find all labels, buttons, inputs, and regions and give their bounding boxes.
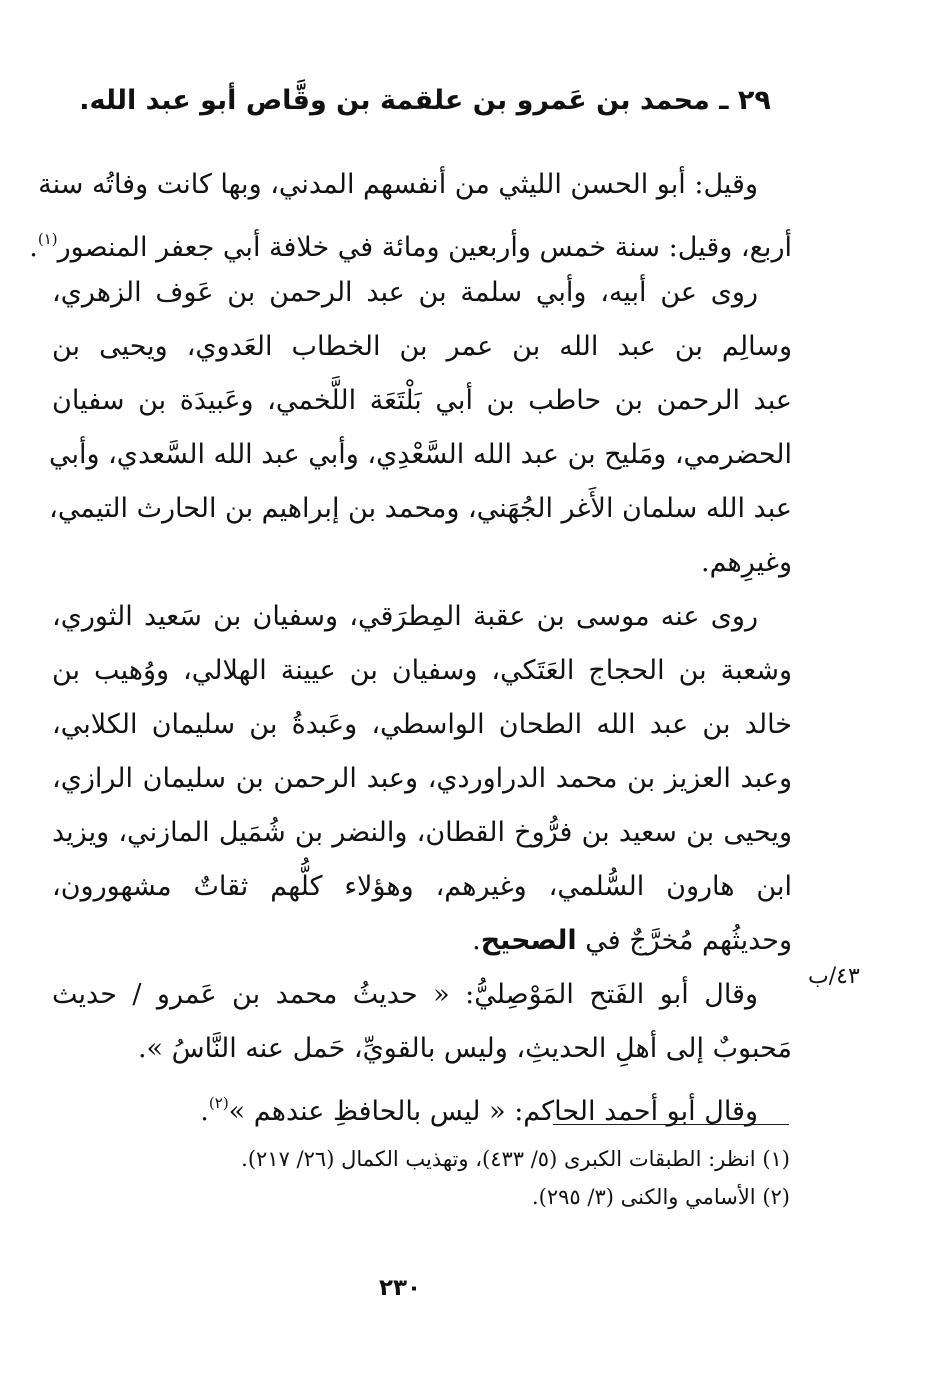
text-line: وشعبة بن الحجاج العَتَكي، وسفيان بن عيينة الهلالي، ووُهيب بن [52, 655, 792, 686]
text-line: وقيل: أبو الحسن الليثي من أنفسهم المدني، وبها كانت وفاتُه سنة [38, 169, 758, 200]
text-line: روى عنه موسى بن عقبة المِطرَقي، وسفيان بن سَعيد الثوري، [52, 601, 758, 632]
footnotes [241, 1140, 790, 1216]
text-line: وسالِم بن عبد الله بن عمر بن الخطاب العَدوي، ويحيى بن [52, 331, 792, 362]
text-line: وقال أبو الفَتح المَوْصِليُّ: « حديثُ محمد بن عَمرو / حديث [52, 979, 758, 1010]
footnote-ref-1[interactable]: (١) [37, 230, 58, 248]
line-end-punct: . [200, 1096, 209, 1127]
text-line: الحضرمي، ومَليح بن عبد الله السَّعْدِي، وأبي عبد الله السَّعدي، وأبي [48, 439, 792, 470]
text-line [52, 1076, 792, 1130]
main-text [29, 158, 792, 1130]
line-end-punct: . [472, 925, 481, 956]
text-line [52, 914, 792, 968]
footnote-1: (١) انظر: الطبقات الكبرى (٥/ ٤٣٣)، وتهذيب الكمال (٢٦/ ٢١٧). [241, 1147, 790, 1171]
text-line: روى عن أبيه، وأبي سلمة بن عبد الرحمن بن عَوف الزهري، [52, 277, 758, 308]
page-number: ٢٣٠ [378, 1275, 422, 1301]
entry-heading: ٢٩ ـ محمد بن عَمرو بن علقمة بن وقَّاص أبو عبد الله. [79, 85, 771, 116]
line-end-punct: . [29, 232, 38, 263]
text-line-content: وحديثُهم مُخرَّجٌ في [585, 925, 792, 956]
text-line [29, 212, 792, 266]
manuscript-folio-note: ٤٣/ب [808, 964, 860, 989]
text-line: مَحبوبٌ إلى أهلِ الحديثِ، وليس بالقويِّ، حَمل عنه النَّاسُ ». [137, 1033, 792, 1064]
footnote-ref-2[interactable]: (٢) [208, 1094, 229, 1112]
text-line: عبد الله سلمان الأَغر الجُهَني، ومحمد بن إبراهيم بن الحارث التيمي، [49, 493, 792, 524]
bold-term: الصحيح [480, 925, 577, 956]
text-line: خالد بن عبد الله الطحان الواسطي، وعَبدةُ بن سليمان الكلابي، [52, 709, 792, 740]
text-line: ابن هارون السُّلمي، وغيرهم، وهؤلاء كلُّهم ثقاتٌ مشهورون، [52, 871, 792, 902]
text-line: وعبد العزيز بن محمد الدراوردي، وعبد الرحمن بن سليمان الرازي، [52, 763, 792, 794]
text-line-content: وقال أبو أحمد الحاكم: « ليس بالحافظِ عندهم » [228, 1096, 758, 1127]
footnote-divider [553, 1124, 789, 1125]
text-line-content: أربع، وقيل: سنة خمس وأربعين ومائة في خلافة أبي جعفر المنصور [57, 232, 792, 263]
text-line: عبد الرحمن بن حاطب بن أبي بَلْتَعَة اللَّخمي، وعَبيدَة بن سفيان [52, 385, 792, 416]
text-line: وغيرِهم. [701, 547, 792, 578]
footnote-2: (٢) الأسامي والكنى (٣/ ٢٩٥). [531, 1185, 790, 1209]
text-line: ويحيى بن سعيد بن فرُّوخ القطان، والنضر بن شُمَيل المازني، ويزيد [52, 817, 792, 848]
